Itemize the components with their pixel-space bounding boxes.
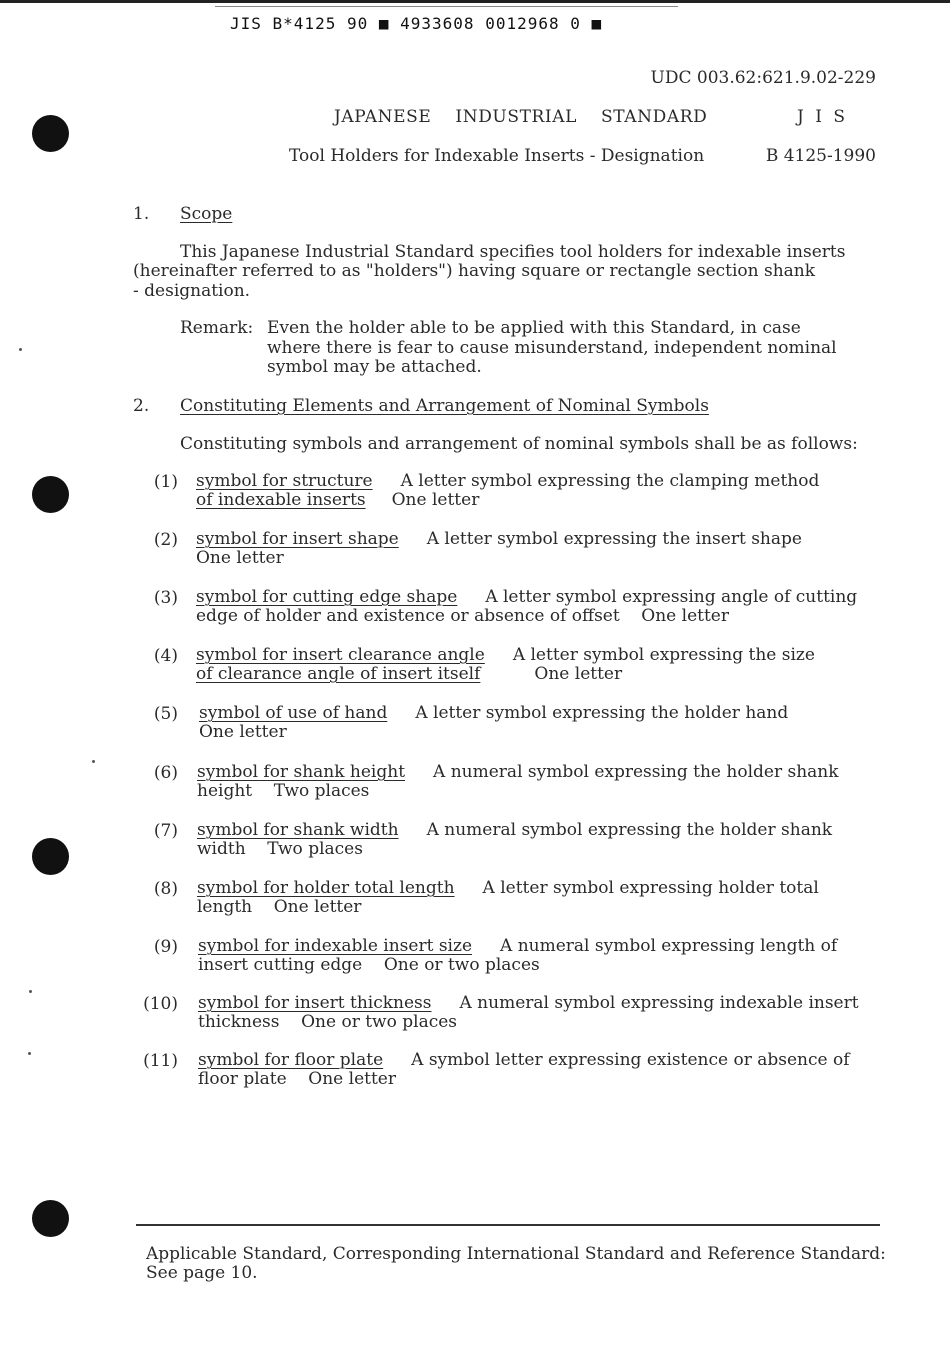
item-count: height Two places <box>197 781 370 801</box>
remark-label: Remark: <box>180 318 254 338</box>
punch-hole <box>32 476 69 513</box>
item-term: symbol for insert shape <box>196 529 399 549</box>
item-description: A letter symbol expressing angle of cutting <box>485 587 858 607</box>
item-number: (5) <box>153 704 178 724</box>
section-2-number: 2. <box>133 396 150 416</box>
item-term: symbol for shank width <box>197 820 399 840</box>
list-item <box>196 588 857 626</box>
section-1-number: 1. <box>133 204 150 224</box>
item-number: (6) <box>153 763 178 783</box>
punch-hole <box>32 1200 69 1237</box>
scope-line-2: (hereinafter referred to as "holders") having square or rectangle section shank <box>133 261 816 281</box>
list-item <box>196 530 802 568</box>
item-count: One letter <box>196 548 284 568</box>
item-term: symbol for structure <box>196 471 373 491</box>
remark-line-1: Even the holder able to be applied with this Standard, in case <box>267 318 801 338</box>
item-term: symbol of use of hand <box>199 703 388 723</box>
item-term: symbol for insert clearance angle <box>196 645 485 665</box>
item-number: (9) <box>153 937 178 957</box>
item-term: symbol for holder total length <box>197 878 455 898</box>
item-term: symbol for insert thickness <box>198 993 432 1013</box>
list-item <box>197 879 819 917</box>
list-item <box>196 646 815 684</box>
item-count: One letter <box>534 664 623 684</box>
item-number: (7) <box>153 821 178 841</box>
item-description: A numeral symbol expressing indexable insert <box>459 993 859 1013</box>
list-item <box>197 763 839 801</box>
punch-hole <box>32 838 69 875</box>
item-term: symbol for indexable insert size <box>198 936 473 956</box>
item-count: edge of holder and existence or absence of offset One letter <box>196 606 729 626</box>
udc-code: UDC 003.62:621.9.02-229 <box>650 68 876 88</box>
item-number: (8) <box>153 879 178 899</box>
item-count: One letter <box>391 490 480 510</box>
item-term: symbol for floor plate <box>198 1050 384 1070</box>
list-item <box>196 472 819 510</box>
item-description: A numeral symbol expressing length of <box>500 936 838 956</box>
item-count: thickness One or two places <box>198 1012 458 1032</box>
section-2-intro: Constituting symbols and arrangement of nominal symbols shall be as follows: <box>180 434 858 454</box>
doc-title: Tool Holders for Indexable Inserts - Designation <box>289 146 705 166</box>
item-description: A numeral symbol expressing the holder shank <box>433 762 839 782</box>
item-number: (3) <box>153 588 178 608</box>
list-item <box>197 821 832 859</box>
footer-line-2: See page 10. <box>146 1263 258 1283</box>
scope-line-3: - designation. <box>133 281 251 301</box>
barcode-rule <box>215 6 678 7</box>
item-description: A letter symbol expressing the size <box>512 645 815 665</box>
item-term: symbol for shank height <box>197 762 406 782</box>
item-description: A numeral symbol expressing the holder shank <box>426 820 833 840</box>
item-count: insert cutting edge One or two places <box>198 955 540 975</box>
item-count: floor plate One letter <box>198 1069 396 1089</box>
list-item <box>198 1051 850 1089</box>
item-number: (2) <box>153 530 178 550</box>
footer-line-1: Applicable Standard, Corresponding International Standard and Reference Standard: <box>146 1244 886 1264</box>
item-number: (11) <box>143 1051 178 1071</box>
item-description: A letter symbol expressing the insert shape <box>426 529 802 549</box>
barcode-line: JIS B*4125 90 ■ 4933608 0012968 0 ■ <box>230 14 603 33</box>
scan-speck <box>29 990 32 993</box>
section-2-heading: Constituting Elements and Arrangement of Nominal Symbols <box>180 396 709 416</box>
scan-speck <box>92 760 95 763</box>
item-description: A letter symbol expressing the clamping method <box>400 471 820 491</box>
remark-line-2: where there is fear to cause misunderstand, independent nominal <box>267 338 837 358</box>
punch-hole <box>32 115 69 152</box>
list-item <box>199 704 788 742</box>
scan-speck <box>19 348 22 351</box>
section-1-heading: Scope <box>180 204 233 224</box>
org-title: JAPANESE INDUSTRIAL STANDARD <box>334 107 708 127</box>
item-term-continued: of indexable inserts <box>196 490 366 510</box>
item-count: width Two places <box>197 839 363 859</box>
list-item <box>198 937 837 975</box>
item-description: A letter symbol expressing the holder hand <box>415 703 789 723</box>
remark-line-3: symbol may be attached. <box>267 357 482 377</box>
item-count: One letter <box>199 722 287 742</box>
scope-line-1: This Japanese Industrial Standard specifies tool holders for indexable inserts <box>180 242 846 262</box>
item-term-continued: of clearance angle of insert itself <box>196 664 481 684</box>
scan-speck <box>28 1052 31 1055</box>
list-item <box>198 994 859 1032</box>
doc-number: B 4125-1990 <box>765 146 876 166</box>
item-term: symbol for cutting edge shape <box>196 587 458 607</box>
top-scan-edge <box>0 0 950 3</box>
item-description: A symbol letter expressing existence or absence of <box>411 1050 850 1070</box>
item-number: (4) <box>153 646 178 666</box>
item-number: (1) <box>153 472 178 492</box>
jis-mark: J I S <box>797 107 848 127</box>
item-number: (10) <box>143 994 178 1014</box>
footer-rule <box>136 1224 880 1226</box>
item-description: A letter symbol expressing holder total <box>482 878 819 898</box>
item-count: length One letter <box>197 897 362 917</box>
